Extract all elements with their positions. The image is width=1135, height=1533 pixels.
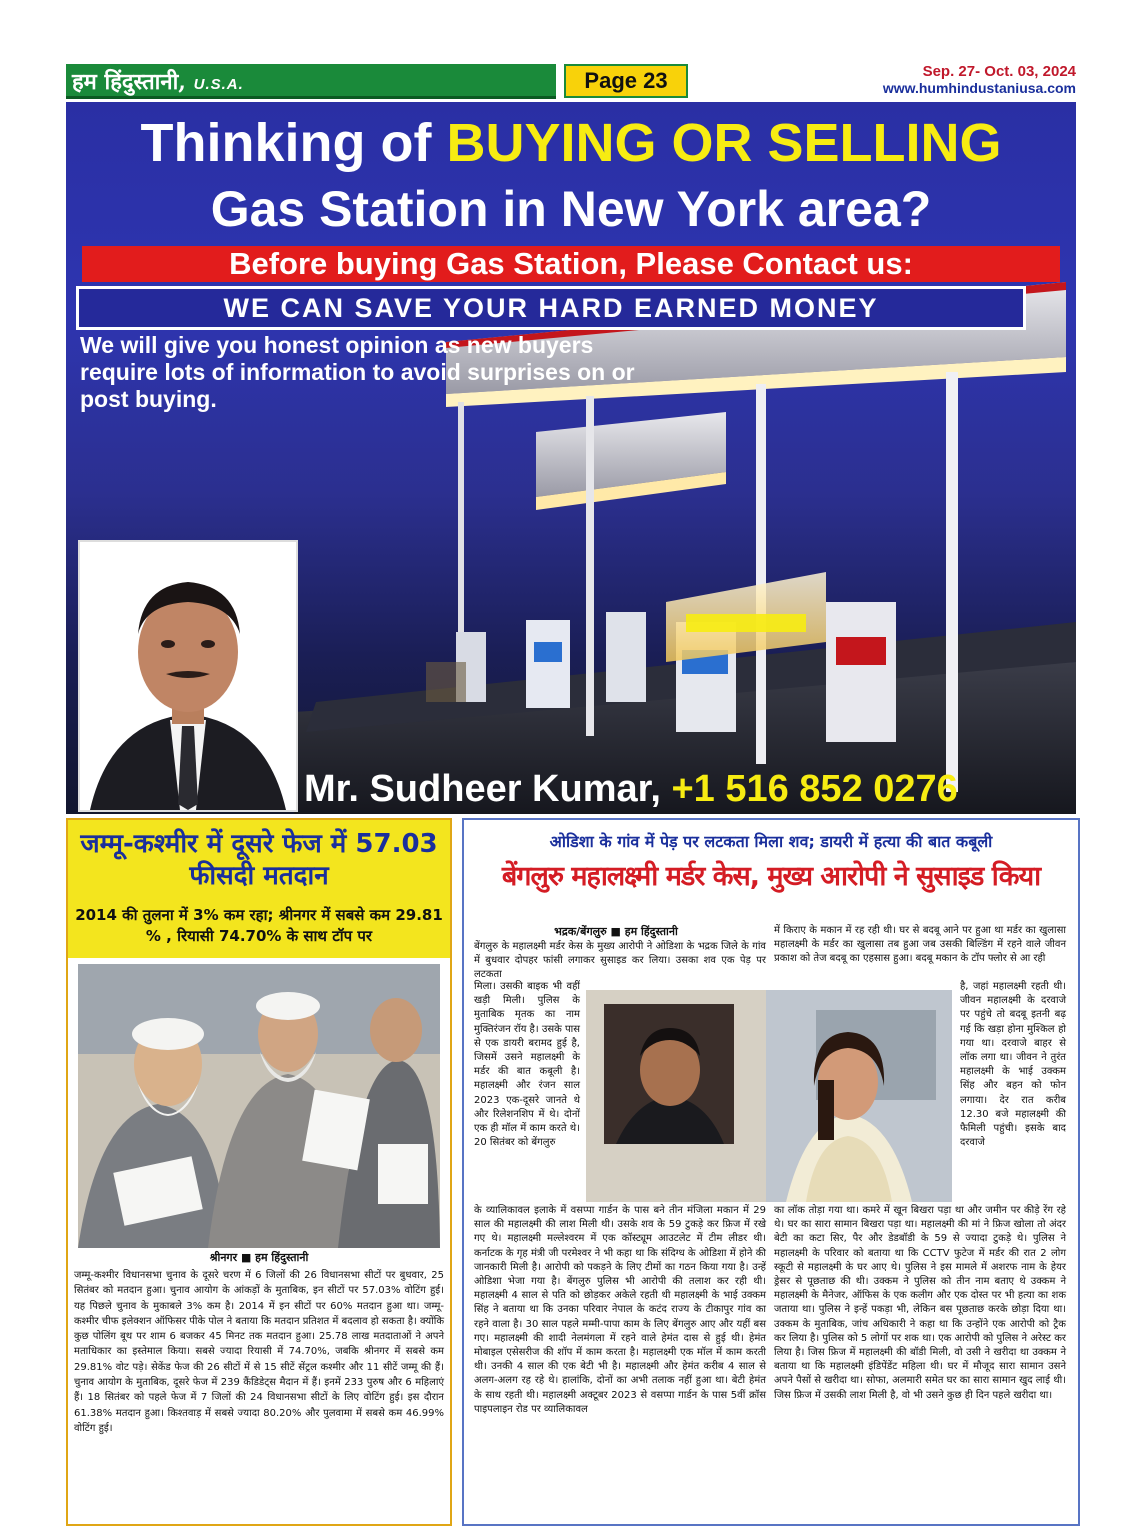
article-right-col1-bottom: के व्यालिकावल इलाके में वसप्पा गार्डन के पास बने तीन मंजिला मकान में 29 साल की महालक्ष्मी की लाश मिली थी। उसके शव के 59 टुकड़े कर फ्रिज में रखे गए थे। महालक्ष्मी मल्लेश्वरम में एक कॉस्ट्यूम आउटलेट में टीम लीडर थी। कर्नाटक के गृह मंत्री जी परमेश्वर ने भी कहा था कि संदिग्ध के ओडिशा में होने की जानकारी मिली है। आरोपी को पकड़ने के लिए टीमों का गठन किया गया है। उन्हें ओडिशा भेजा गया है। बेंगलुरु पुलिस भी आरोपी की तलाश कर रही थी। महालक्ष्मी 4 साल से पति को छोड़कर अकेले रहती थी महालक्ष्मी के भाई उक्कम सिंह ने बताया था कि उनका परिवार नेपाल के कटंद राज्य के टीकापुर गांव का रहने वाला है। 30 साल पहले मम्मी-पापा काम के लिए बेंगलुरु आए और यहीं बस गए। महालक्ष्मी की शादी नेलमंगला में रहने वाले हेमंत दास से हुई थी। हेमंत मोबाइल एसेसरीज की शॉप में काम करता है। महालक्ष्मी एक मॉल में काम करती थी। उनकी 4 साल की एक बेटी भी है। महालक्ष्मी और हेमंत करीब 4 साल से अलग-अलग रह रहे थे। हालांकि, दोनों का अभी तलाक नहीं हुआ था। बेटी हेमंत के साथ रहती थी। महालक्ष्मी अक्टूबर 2023 से वसप्पा गार्डन के पास 5वीं क्रॉस पाइपलाइन रोड पर व्यालिकावल xyxy=(474,1205,766,1415)
paper-country: U.S.A. xyxy=(193,76,244,93)
ad-red-banner xyxy=(82,246,1060,282)
ad-headline-prefix: Thinking of xyxy=(140,113,432,173)
article-left-headline: जम्मू-कश्मीर में दूसरे फेज में 57.03 फीसदी मतदान xyxy=(80,829,438,891)
article-left-body: जम्मू-कश्मीर विधानसभा चुनाव के दूसरे चरण में 6 जिलों की 26 विधानसभा सीटों पर बुधवार, 25 सितंबर को मतदान हुआ। चुनाव आयोग के आंकड़ों के मुताबिक, इन सीटों पर 57.03% वोटिंग हुई। यह पिछले चुनाव के मुकाबले 3% कम है। 2014 में इन सीटों पर 60% मतदान हुआ था। जम्मू-कश्मीर चीफ इलेक्शन ऑफिसर पीके पोल ने बताया कि मतदान प्रतिशत में बदलाव हो सकता है। क्योंकि कुछ पोलिंग बूथ पर शाम 6 बजकर 45 मिनट तक मतदान हुआ। 25.78 लाख मतदाताओं ने अपने मताधिकार का इस्तेमाल किया। सबसे ज्यादा रियासी में 74.70%, जबकि श्रीनगर में सबसे कम 29.81% वोट पड़े। सेकेंड फेज की 26 सीटों में से 15 सीटें सेंट्रल कश्मीर और 11 सीटें जम्मू की हैं। चुनाव आयोग के मुताबिक, दूसरे फेज में 239 कैंडिडेट्स मैदान में हैं। इनमें 233 पुरुष और 6 महिलाएं हैं। 18 सितंबर को पहले फेज में 7 जिलों की 24 विधानसभा सीटों के लिए वोटिंग हुई। इस दौरान 61.38% मतदान हुआ। किश्तवाड़ में सबसे ज्यादा 80.20% और पुलवामा में सबसे कम 46.99% वोटिंग हुई। xyxy=(74,1270,444,1434)
gas-station-ad xyxy=(66,102,1076,814)
contact-name: Mr. Sudheer Kumar, xyxy=(304,768,661,810)
article-right-kicker: ओडिशा के गांव में पेड़ पर लटकता मिला शव; डायरी में हत्या की बात कबूली xyxy=(549,832,993,851)
article-left-byline: श्रीनगर ■ हम हिंदुस्तानी xyxy=(209,1251,309,1264)
article-right-byline: भद्रक/बेंगलुरु ■ हम हिंदुस्तानी xyxy=(554,925,678,938)
ad-headline xyxy=(66,112,1076,174)
article-jk-election xyxy=(66,818,452,1526)
ad-red-banner-text: Before buying Gas Station, Please Contact us: xyxy=(229,246,913,281)
website-link[interactable]: www.humhindustaniusa.com xyxy=(882,80,1076,96)
masthead-paper-name xyxy=(72,66,244,96)
paper-name-text: हम हिंदुस्तानी, xyxy=(72,69,186,95)
article-right-col2-bottom: का लॉक तोड़ा गया था। कमरे में खून बिखरा पड़ा था और जमीन पर कीड़े रेंग रहे थे। घर का सारा सामान बिखरा पड़ा था। महालक्ष्मी की मां ने फ्रिज खोला तो अंदर बेटी का कटा सिर, पैर और डेडबॉडी के 59 से ज्यादा टुकड़े थे। पुलिस ने महालक्ष्मी के परिवार को बताया था कि CCTV फुटेज में मर्डर की रात 2 लोग स्कूटी से महालक्ष्मी के घर आए थे। पुलिस ने इस मामले में अशरफ नाम के हेयर ड्रेसर से पूछताछ की थी। उक्कम ने पुलिस को तीन नाम बताए थे उक्कम ने महालक्ष्मी के मैनेजर, ऑफिस के एक कलीग और एक दोस्त पर भी हत्या का शक जताया था। पुलिस ने इन्हें पकड़ा भी, लेकिन बस पूछताछ करके छोड़ा दिया था। उक्कम के मुताबिक, जांच अधिकारी ने कहा था कि उन्होंने एक आरोपी को ट्रैक कर लिया है। पुलिस को 5 लोगों पर शक था। एक आरोपी को पुलिस ने अरेस्ट कर लिया है। जिस फ्रिज में महालक्ष्मी की बॉडी मिली, वो उसी ने खरीदा था उक्कम ने बताया था कि महालक्ष्मी इंडिपेंडेंट महिला थी। घर में मौजूद सारा सामान उसने अपने पैसों से खरीदा था। सोफा, अलमारी समेत घर का सारा सामान खुद लाई थी। जिस फ्रिज में उसकी लाश मिली है, वो भी उसने कुछ ही दिन पहले खरीदा था। xyxy=(774,1205,1066,1401)
page-number: Page 23 xyxy=(564,64,688,98)
contact-portrait xyxy=(78,540,298,812)
issue-date: Sep. 27- Oct. 03, 2024 xyxy=(922,63,1076,80)
masthead xyxy=(66,64,1076,98)
voters-queue-icon xyxy=(78,964,440,1248)
ad-headline-line2: Gas Station in New York area? xyxy=(210,181,932,237)
article-right-col1-side: मिला। उसकी बाइक भी वहीं खड़ी मिली। पुलिस के मुताबिक मृतक का नाम मुक्तिरंजन रॉय है। उसके पास से एक डायरी बरामद हुई है, जिसमें उसने महालक्ष्मी के मर्डर की बात कबूली है। महालक्ष्मी और रंजन साल 2023 एक-दूसरे जानते थे और रिलेशनशिप में थे। दोनों एक ही मॉल में काम करते थे। 20 सितंबर को बेंगलुरु xyxy=(474,981,580,1149)
ad-contact xyxy=(304,768,1064,811)
article-right-headline: बेंगलुरु महालक्ष्मी मर्डर केस, मुख्य आरोपी ने सुसाइड किया xyxy=(501,861,1041,892)
ad-headline-highlight: BUYING OR SELLING xyxy=(446,113,1002,173)
ad-body-text: We will give you honest opinion as new buyers require lots of information to avoid surprises on or post buying. xyxy=(80,332,635,412)
article-right-col2-side: है, जहां महालक्ष्मी रहती थी। जीवन महालक्ष्मी के दरवाजे पर पहुंचे तो बदबू इतनी बढ़ गई कि खड़ा होना मुश्किल हो गया था। दरवाजे बाहर से लॉक लगा था। जीवन ने तुरंत महालक्ष्मी के भाई उक्कम सिंह और बहन को फोन लगाया। देर रात करीब 12.30 बजे महालक्ष्मी की फैमिली पहुंची। इसके बाद दरवाजे xyxy=(960,981,1066,1149)
masthead-banner xyxy=(66,64,556,99)
couple-photo xyxy=(586,990,952,1202)
man-portrait-icon xyxy=(80,542,296,810)
couple-portrait-icon xyxy=(586,990,952,1202)
ad-save-banner xyxy=(76,286,1026,330)
article-left-subheadline: 2014 की तुलना में 3% कम रहा; श्रीनगर में सबसे कम 29.81 % , रियासी 74.70% के साथ टॉप पर xyxy=(75,906,443,945)
article-bengaluru-murder xyxy=(462,818,1080,1526)
article-right-col2-top: में किराए के मकान में रह रही थी। घर से बदबू आने पर हुआ था मर्डर का खुलासा महालक्ष्मी के मर्डर का खुलासा तब हुआ जब उसकी बिल्डिंग में रहने वाले जीवन प्रकाश को तेज बदबू का एहसास हुआ। बदबू मकान के टॉप फ्लोर से आ रही xyxy=(774,925,1066,965)
ad-save-banner-text: WE CAN SAVE YOUR HARD EARNED MONEY xyxy=(223,293,879,323)
contact-phone[interactable]: +1 516 852 0276 xyxy=(671,768,958,810)
voters-photo xyxy=(78,964,440,1248)
article-right-col1-top: बेंगलुरु के महालक्ष्मी मर्डर केस के मुख्य आरोपी ने ओडिशा के भद्रक जिले के गांव में बुधवार दोपहर फांसी लगाकर सुसाइड कर लिया। उसका शव एक पेड़ पर लटकता xyxy=(474,941,766,981)
